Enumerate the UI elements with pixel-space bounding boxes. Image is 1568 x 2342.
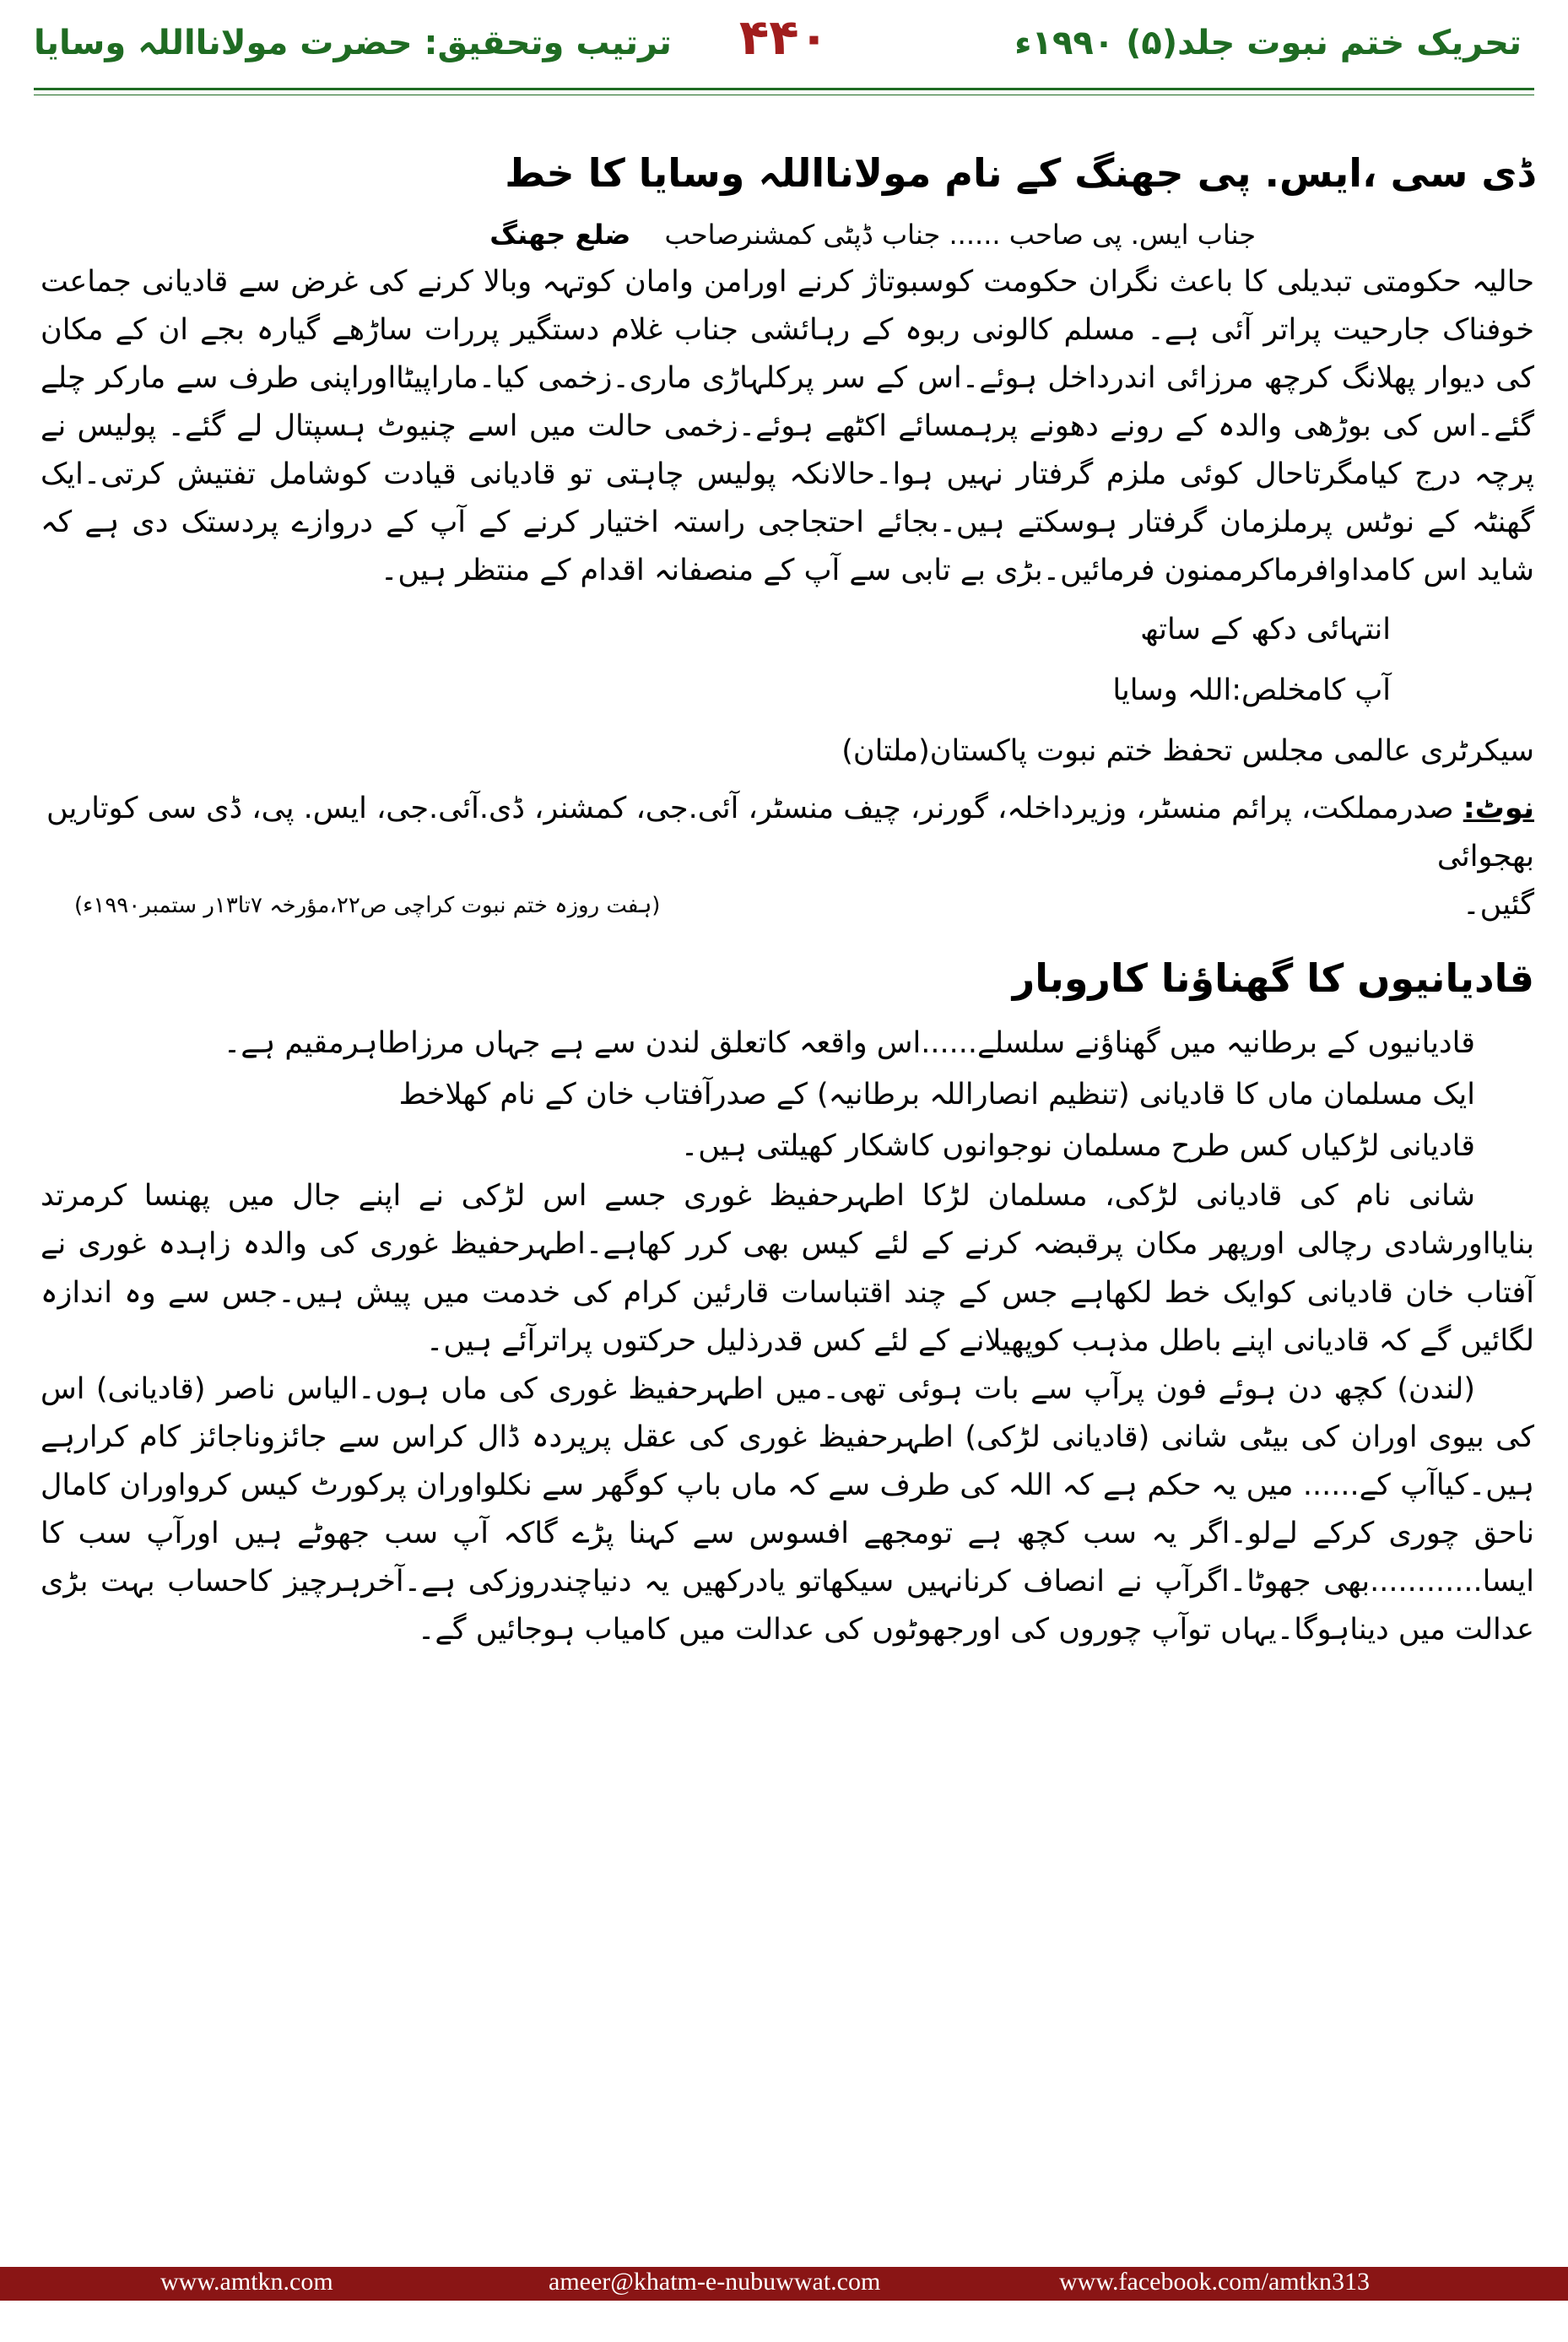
note-label: نوٹ: [1463,792,1534,826]
footer-email-link[interactable]: ameer@khatm-e-nubuwwat.com [549,2268,881,2296]
footer-website-link[interactable]: www.amtkn.com [160,2268,333,2296]
source-reference: (ہفت روزہ ختم نبوت کراچی ص۲۲،مؤرخہ ۷تا۱۳ر ستمبر۱۹۹۰ء) [74,893,661,919]
letter-body: حالیہ حکومتی تبدیلی کا باعث نگران حکومت کوسبوتاژ کرنے اورامن وامان کوتہہ وبالا کرنے کی غرض سے قادیانی جماعت خوفناک جارحیت پراتر آئی ہے۔ مسلم کالونی ربوہ کے رہائشی جناب غلام دستگیر پررات ساڑھے گیارہ بجے ان کے مکان کی دیوار پھلانگ کرچھ مرزائی اندرداخل ہوئے۔اس کے سر پرکلہاڑی ماری۔زخمی کیا۔ماراپیٹااوراپنی طرف سے مارکر چلے گئے۔اس کی بوڑھی والدہ کے رونے دھونے پرہمسائے اکٹھے ہوئے۔زخمی حالت میں اسے چنیوٹ ہسپتال لے گئے۔ پولیس نے پرچہ درج کیامگرتاحال کوئی ملزم گرفتار نہیں ہوا۔حالانکہ پولیس چاہتی تو قادیانی قیادت کوشامل تفتیش کرتی۔ایک گھنٹہ کے نوٹس پرملزمان گرفتار ہوسکتے ہیں۔بجائے احتجاجی راستہ اختیار کرنے کے آپ کے دروازے پردستک دی ہے کہ شاید اس کامداوافرماکرممنون فرمائیں۔بڑی بے تابی سے آپ کے منصفانہ اقدام کے منتظر ہیں۔ [41,264,1534,587]
letter-signature [41,600,1534,782]
page-number: ۴۴۰ [738,8,830,66]
page-header [0,0,1568,114]
page-content [41,127,1534,1654]
letter-address [41,212,1256,257]
article-paragraph: (لندن) کچھ دن ہوئے فون پرآپ سے بات ہوئی تھی۔میں اطہرحفیظ غوری کی ماں ہوں۔الیاس ناصر (قادیانی) اس کی بیوی اوران کی بیٹی شانی (قادیانی لڑکی) اطہرحفیظ غوری کی عقل پرپردہ ڈال کراس سے جائزوناجائز کام کرارہے ہیں۔کیاآپ کے...... میں یہ حکم ہے کہ اللہ کی طرف سے کہ ماں باپ کوگھر سے نکلواوران پرکورٹ کیس کرواوران کامال ناحق چوری کرکے لےلو۔اگر یہ سب کچھ ہے تومجھے افسوس سے کہنا پڑے گاکہ آپ سب جھوٹے ہیں اورآپ سب کا ایسا............بھی جھوٹا۔اگرآپ نے انصاف کرنانہیں سیکھاتو یادرکھیں یہ دنیاچندروزکی ہے۔آخرہرچیز کاحساب بہت بڑی عدالت میں دیناہوگا۔یہاں توآپ چوروں کی اورجھوٹوں کی عدالت میں کامیاب ہوجائیں گے۔ [41,1371,1534,1647]
footer-facebook-link[interactable]: www.facebook.com/amtkn313 [1059,2268,1370,2296]
closing-line: انتہائی دکھ کے ساتھ [1140,613,1391,647]
summary-line: ایک مسلمان ماں کا قادیانی (تنظیم انصاراللہ برطانیہ) کے صدرآفتاب خان کے نام کھلاخط [398,1077,1475,1112]
summary-line: قادیانی لڑکیاں کس طرح مسلمان نوجوانوں کاشکار کھیلتی ہیں۔ [680,1129,1475,1164]
note-tail-row [41,881,1534,932]
address-prefix: جناب ایس. پی صاحب ...... جناب ڈپٹی کمشنرصاحب [664,219,1256,252]
header-divider [34,88,1534,90]
compiler-credit: ترتیب وتحقیق: حضرت مولانااللہ وسایا [34,24,672,62]
note-text: صدرمملکت، پرائم منسٹر، وزیرداخلہ، گورنر، چیف منسٹر، آئی.جی، کمشنر، ڈی.آئی.جی، ایس. پی، ڈی سی کوتاریں بھجوائی [46,792,1534,874]
sender-designation: سیکرٹری عالمی مجلس تحفظ ختم نبوت پاکستان(ملتان) [841,733,1534,768]
book-title: تحریک ختم نبوت جلد(۵) ۱۹۹۰ء [1014,24,1522,62]
sender-name: آپ کامخلص:اللہ وسایا [1112,673,1391,707]
distribution-note [41,785,1534,881]
article-paragraph: شانی نام کی قادیانی لڑکی، مسلمان لڑکا اطہرحفیظ غوری جسے اس لڑکی نے اپنے جال میں پھنسا کرمرتد بنایااورشادی رچالی اورپھر مکان پرقبضہ کرنے کے لئے کیس بھی کرر کھاہے۔اطہرحفیظ غوری کی والدہ زاہدہ غوری نے آفتاب خان قادیانی کوایک خط لکھاہے جس کے چند اقتباسات قارئین کرام کی خدمت میں پیش ہیں۔جس سے وہ اندازہ لگائیں گے کہ قادیانی اپنے باطل مذہب کوپھیلانے کے لئے کس قدرذلیل حرکتوں پراترآئے ہیں۔ [41,1179,1534,1358]
address-district: ضلع جھنگ [489,219,631,252]
article-summary-lines [41,1018,1475,1173]
letter-heading: ڈی سی ،ایس. پی جھنگ کے نام مولانااللہ وسایا کا خط [505,150,1534,196]
article-heading: قادیانیوں کا گھناؤنا کاروبار [1012,955,1534,1002]
summary-line: قادیانیوں کے برطانیہ میں گھناؤنے سلسلے......اس واقعہ کاتعلق لندن سے ہے جہاں مرزاطاہرمقیم ہے۔ [223,1025,1475,1060]
note-tail: گئیں۔ [1463,888,1534,922]
